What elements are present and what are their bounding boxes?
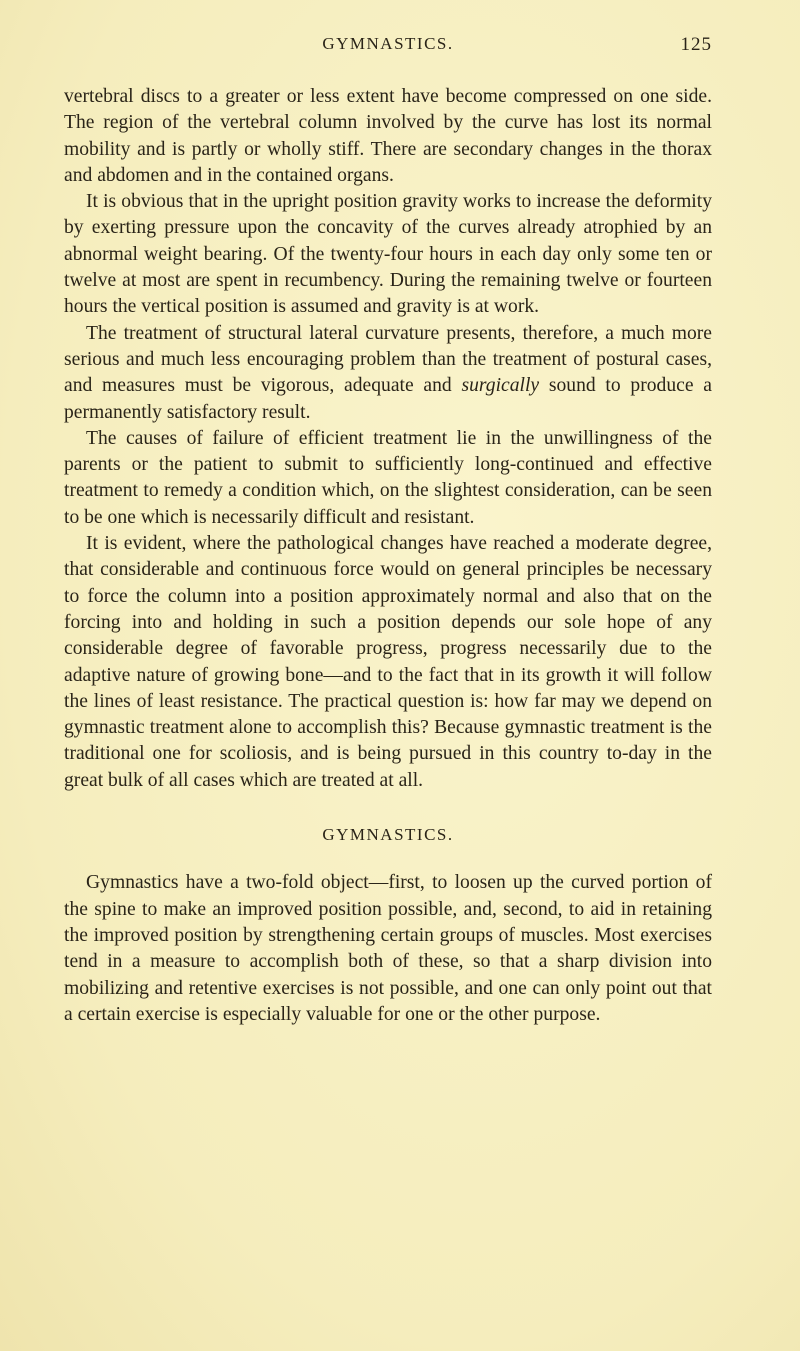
paragraph-pathological: It is evident, where the pathological changes have reached a moderate degree, that considerable and continuous force would on general principles be necessary to force the column into a position approximately normal and also that on the forcing into and holding in such a position depends our sole hope of any considerable degree of favorable progress, progress necessarily due to the adaptive nature of growing bone—and to the fact that in its growth it will follow the lines of least resistance. The practical question is: how far may we depend on gymnastic treatment alone to accomplish this? Because gymnastic treatment is the traditional one for scoliosis, and is being pursued in this country to-day in the great bulk of all cases which are treated at all. bbox=[64, 533, 712, 791]
paragraph-treatment-end: sound to produce a permanently satisfactory result. bbox=[64, 375, 712, 423]
paragraph-gymnastics: Gymnastics have a two-fold object—first, to loosen up the curved portion of the spine to make an improved position possible, and, second, to aid in retaining the improved position by strengthening certain groups of muscles. Most exercises tend in a measure to accomplish both of these, so that a sharp division into mobilizing and retentive exercises is not possible, and one can only point out that a certain exercise is especially valuable for one or the other purpose. bbox=[64, 872, 712, 1025]
running-head bbox=[64, 30, 712, 60]
italic-word: surgically bbox=[461, 375, 540, 397]
book-page bbox=[64, 30, 712, 1028]
page-number: 125 bbox=[680, 34, 712, 55]
running-title: GYMNASTICS. bbox=[322, 34, 454, 53]
paragraph-gravity: It is obvious that in the upright position gravity works to increase the deformity by exerting pressure upon the concavity of the curves already atrophied by an abnormal weight bearing. Of the twenty-four hours in each day only some ten or twelve at most are spent in recumbency. During the remaining twelve or fourteen hours the vertical position is assumed and gravity is at work. bbox=[64, 191, 712, 318]
paragraph-treatment bbox=[64, 321, 712, 426]
paragraph-treatment-text: The treatment of structural lateral curvature presents, therefore, a much more serious and much less encouraging problem than the treatment of postural cases, and measures must be vigorous, adequate and bbox=[64, 322, 712, 397]
paragraph-continued: vertebral discs to a greater or less extent have become compressed on one side. The region of the vertebral column involved by the curve has lost its normal mobility and is partly or wholly stiff. There are secondary changes in the thorax and abdomen and in the contained organs. bbox=[64, 86, 712, 186]
paragraph-failure-causes: The causes of failure of efficient treatment lie in the unwillingness of the parents or the patient to submit to sufficiently long-continued and effective treatment to remedy a condition which, on the slightest consideration, can be seen to be one which is necessarily difficult and resistant. bbox=[64, 427, 712, 528]
section-heading: GYMNASTICS. bbox=[322, 825, 454, 845]
body-text bbox=[64, 84, 712, 1028]
